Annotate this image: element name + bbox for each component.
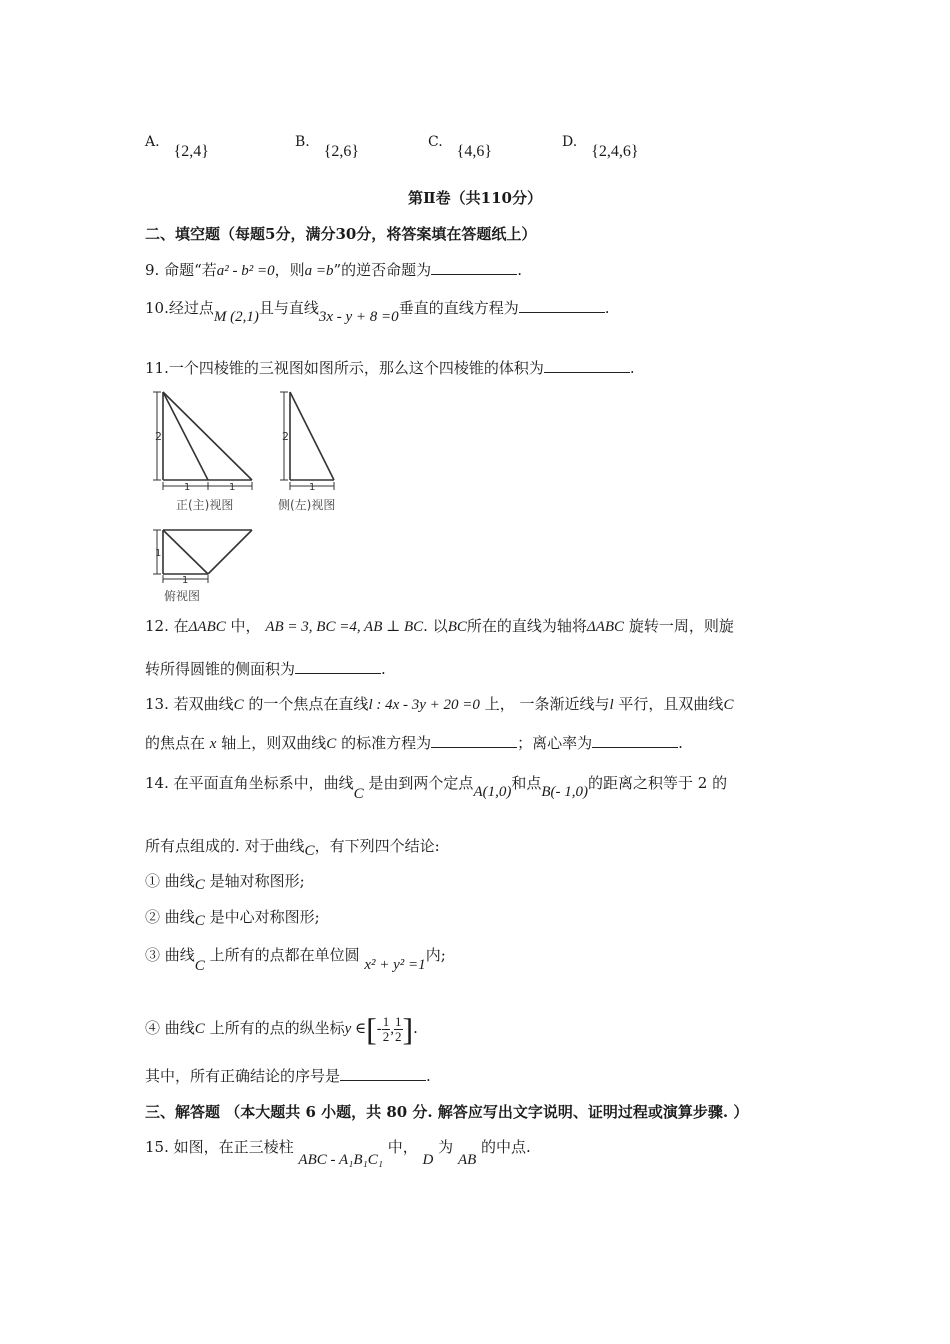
front-width-label-2: 1 [229,482,236,493]
option-b: B.{2,6} [295,134,360,160]
question-13-line2: 的焦点在 x 轴上，则双曲线C 的标准方程为 ；离心率为 . [145,734,683,752]
side-width-label: 1 [309,482,316,493]
front-view [153,392,252,490]
front-width-label-1: 1 [184,482,191,493]
question-12-line1: 12. 在ΔABC 中， AB = 3, BC =4, AB ⊥ BC. 以BC所在的直线为轴将ΔABC 旋转一周，则旋 [145,617,734,635]
fraction-neg-half: $\frac{1}{2}$ [382,1013,390,1044]
section2-header: 二、填空题（每题5分，满分30分，将答案填在答题纸上） [145,225,537,243]
part2-title: 第Ⅱ卷（共110分） [408,189,542,207]
question-9: 9. 命题“若a² - b² =0，则a =b”的逆否命题为 . [145,261,522,279]
statement-4: ④ 曲线C 上所有的点的纵坐标y ∈[- $\frac{1}{2}$ , $\frac{1}{2}$ ]. [145,1011,418,1047]
front-height-label: 2 [155,430,162,443]
question-10: 10.经过点M (2,1)且与直线3x - y + 8 =0垂直的直线方程为 . [145,299,610,325]
front-view-caption: 正(主)视图 [176,498,234,512]
fraction-half: $\frac{1}{2}$ [395,1013,402,1044]
statement-3: ③ 曲线C 上所有的点都在单位圆 x² + y² =1内; [145,946,446,974]
question-15: 15. 如图，在正三棱柱 ABC - A₁B₁C₁ 中， D 为 AB 的中点. [145,1138,531,1168]
question-11: 11.一个四棱锥的三视图如图所示，那么这个四棱锥的体积为 . [145,359,635,377]
question-14-line1: 14. 在平面直角坐标系中，曲线C 是由到两个定点A(1,0)和点B(- 1,0)的距离之积等于 2 的 [145,774,728,802]
question-13-line1: 13. 若双曲线C 的一个焦点在直线l : 4x - 3y + 20 =0 上， 一条渐近线与l 平行，且双曲线C [145,695,734,713]
question-14-final: 其中，所有正确结论的序号是 . [145,1067,431,1085]
statement-1: ① 曲线C 是轴对称图形; [145,872,305,893]
option-a: A.{2,4} [145,134,209,160]
side-height-label: 2 [282,430,289,443]
statement-2: ② 曲线C 是中心对称图形; [145,908,320,929]
top-view [153,530,252,583]
option-c: C.{4,6} [428,134,493,160]
top-height-label: 1 [155,548,162,559]
side-view-caption: 侧(左)视图 [278,498,336,512]
section3-header: 三、解答题 （本大题共 6 小题，共 80 分. 解答应写出文字说明、证明过程或演算步骤. ） [145,1103,749,1121]
top-view-caption: 俯视图 [164,589,201,603]
question-12-line2: 转所得圆锥的侧面积为 . [145,660,386,678]
question-14-line2: 所有点组成的. 对于曲线C，有下列四个结论: [145,837,440,859]
top-width-label: 1 [182,575,189,586]
option-d: D.{2,4,6} [562,134,639,160]
